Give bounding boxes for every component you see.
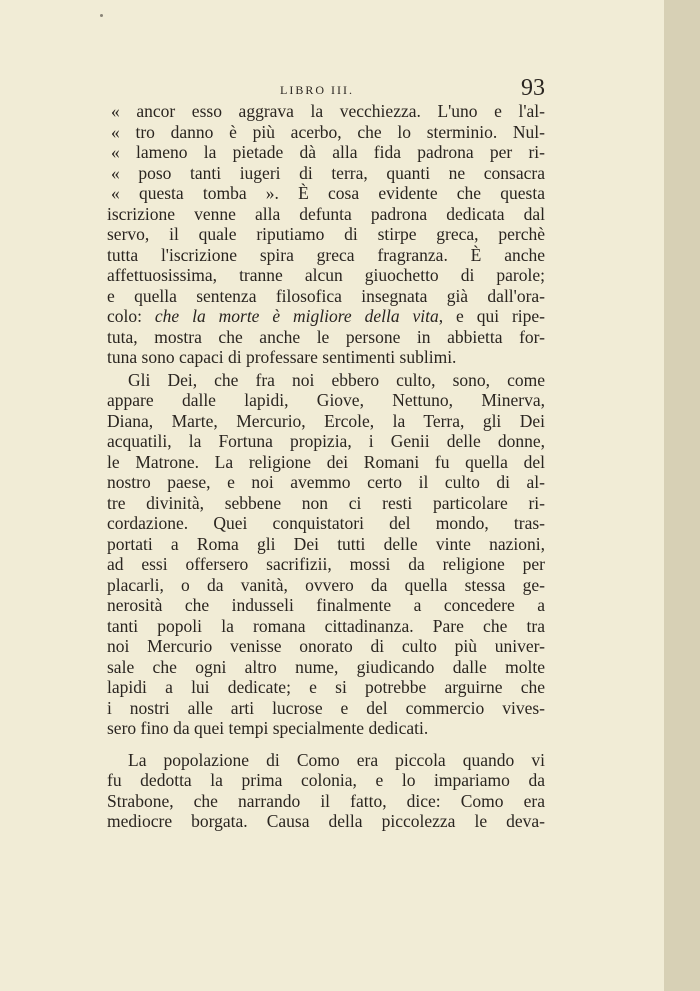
ink-speck — [100, 14, 103, 17]
paragraph-3 — [107, 750, 545, 832]
text-line: ad essi offersero sacrifizii, mossi da religione per — [107, 554, 545, 574]
text-line: affettuosissima, tranne alcun giuochetto di parole; — [107, 265, 545, 285]
body-text — [107, 101, 545, 832]
text-line: tre divinità, sebbene non ci resti particolare ri- — [107, 492, 545, 513]
text-line: fu dedotta la prima colonia, e lo impariamo da — [107, 770, 545, 790]
text-line: e quella sentenza filosofica insegnata già dall'ora- — [107, 285, 545, 306]
text-line: servo, il quale riputiamo di stirpe greca, perchè — [107, 224, 545, 244]
text-line: tuta, mostra che anche le persone in abbietta for- — [107, 326, 545, 347]
text-line: sale che ogni altro nume, giudicando dalle molte — [107, 656, 545, 677]
text-line: appare dalle lapidi, Giove, Nettuno, Minerva, — [107, 390, 545, 410]
text-line: nostro paese, e noi avemmo certo il culto di al- — [107, 472, 545, 492]
text-line: « questa tomba ». È cosa evidente che questa — [111, 183, 545, 203]
paragraph-1 — [107, 101, 545, 368]
paragraph-2 — [107, 370, 545, 739]
text-line: cordazione. Quei conquistatori del mondo, tras- — [107, 513, 545, 533]
text-line: tanti popoli la romana cittadinanza. Pare che tra — [107, 615, 545, 636]
text-line: portati a Roma gli Dei tutti delle vinte nazioni, — [107, 533, 545, 554]
text-line: le Matrone. La religione dei Romani fu quella del — [107, 451, 545, 472]
text-line: acquatili, la Fortuna propizia, i Genii delle donne, — [107, 431, 545, 451]
text-segment: colo: — [107, 306, 155, 326]
text-line: tuna sono capaci di professare sentimenti sublimi. — [107, 347, 457, 367]
text-line: sero fino da quei tempi specialmente dedicati. — [107, 718, 429, 738]
page-number: 93 — [521, 75, 545, 101]
text-line: nerosità che indusseli finalmente a concedere a — [107, 595, 545, 615]
text-line: Gli Dei, che fra noi ebbero culto, sono, come — [128, 369, 545, 390]
text-line-with-italic — [107, 306, 545, 327]
text-line: Strabone, che narrando il fatto, dice: Como era — [107, 790, 545, 811]
page-edge — [664, 0, 700, 991]
text-line: « poso tanti iugeri di terra, quanti ne consacra — [111, 162, 545, 183]
text-line: lapidi a lui dedicate; e si potrebbe arguirne che — [107, 677, 545, 697]
text-line: mediocre borgata. Causa della piccolezza le deva- — [107, 811, 545, 831]
text-line: Diana, Marte, Mercurio, Ercole, la Terra, gli Dei — [107, 410, 545, 431]
text-line: « ancor esso aggrava la vecchiezza. L'uno e l'al- — [111, 101, 545, 121]
running-head: LIBRO III. — [280, 83, 354, 97]
page-header — [107, 75, 545, 103]
text-segment: , e qui ripe- — [438, 306, 545, 326]
text-line: « lameno la pietade dà alla fida padrona per ri- — [111, 142, 545, 162]
text-line: i nostri alle arti lucrose e del commercio vives- — [107, 697, 545, 718]
text-line: noi Mercurio venisse onorato di culto più univer- — [107, 636, 545, 656]
text-line: iscrizione venne alla defunta padrona dedicata dal — [107, 203, 545, 224]
text-line: « tro danno è più acerbo, che lo sterminio. Nul- — [111, 121, 545, 142]
italic-quote: che la morte è migliore della vita — [154, 306, 439, 326]
text-line: placarli, o da vanità, ovvero da quella stessa ge- — [107, 574, 545, 595]
text-line: La popolazione di Como era piccola quando vi — [128, 749, 545, 770]
text-line: tutta l'iscrizione spira greca fragranza. È anche — [107, 244, 545, 265]
